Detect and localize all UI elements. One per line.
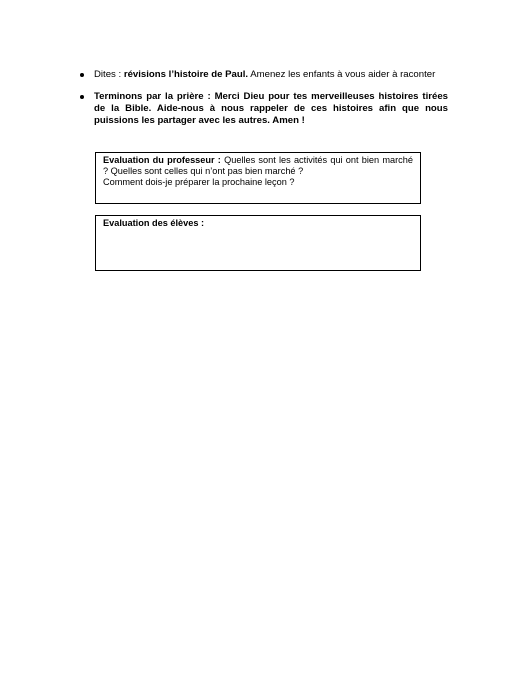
bullet-list	[76, 69, 448, 127]
bullet-item-review	[76, 69, 448, 81]
teacher-evaluation-next-lesson: Comment dois-je préparer la prochaine leçon ?	[103, 177, 295, 187]
teacher-evaluation-label: Evaluation du professeur :	[103, 155, 221, 165]
review-suffix: Amenez les enfants à vous aider à raconter	[248, 69, 436, 80]
bullet-icon	[80, 73, 84, 77]
bullet-icon	[80, 95, 84, 99]
student-evaluation-box	[95, 215, 421, 271]
review-bold: révisions l’histoire de Paul.	[123, 69, 249, 80]
student-evaluation-label: Evaluation des élèves :	[103, 218, 205, 228]
teacher-evaluation-box	[95, 152, 421, 204]
bullet-item-prayer	[76, 91, 448, 127]
teacher-evaluation-questions: Quelles sont les activités qui ont bien marché ? Quelles sont celles qui n’ont pas bien marché ?	[103, 155, 413, 176]
prayer-text: Terminons par la prière : Merci Dieu pour tes merveilleuses histoires tirées de la Bible. Aide-nous à nous rappeler de ces histoires afin que nous puissions les partager avec les autres. Amen !	[94, 91, 448, 126]
review-prefix: Dites :	[94, 69, 124, 80]
